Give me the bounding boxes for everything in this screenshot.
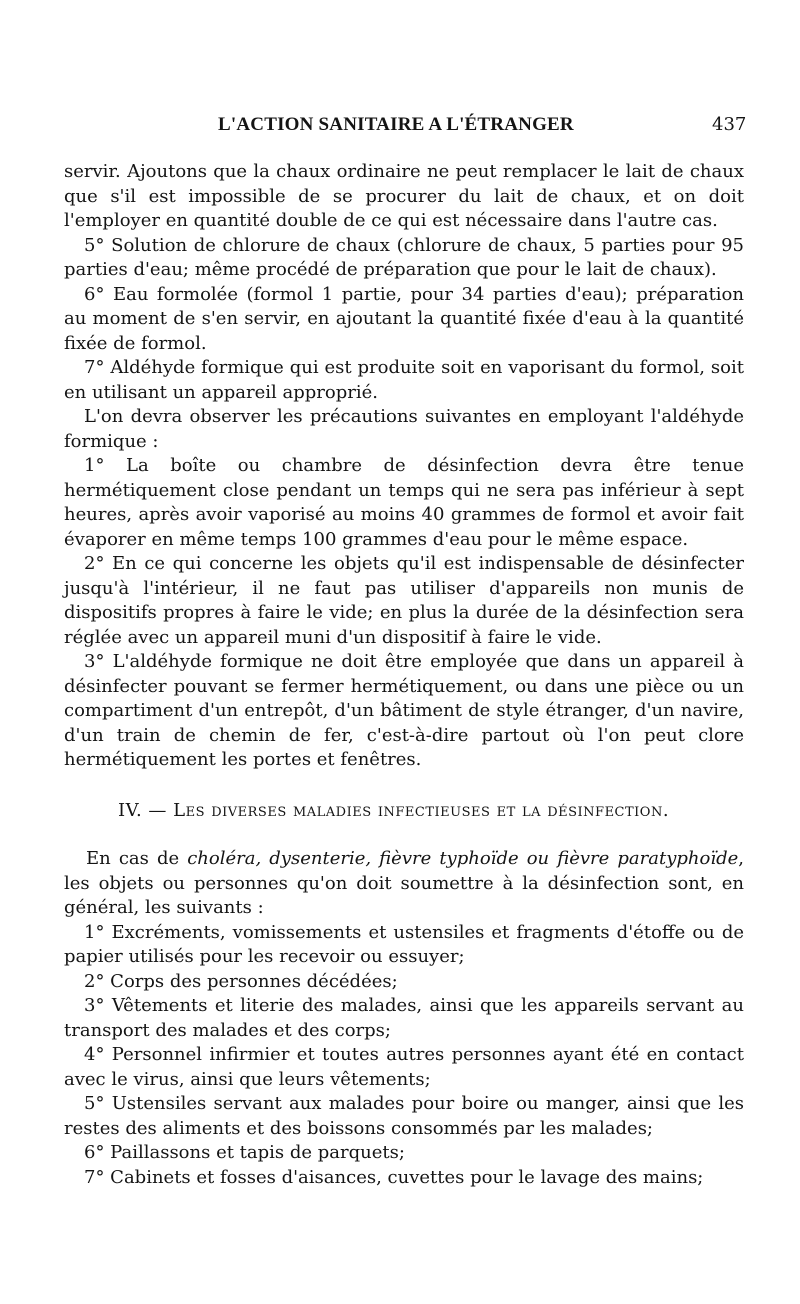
list-item: 2° En ce qui concerne les objets qu'il est indispensable de désinfecter jusqu'à l'intérieur, il ne faut pas utiliser d'appareils non munis de dispositifs propres à faire le vide; en plus la durée de la désinfection sera réglée avec un appareil muni d'un dispositif à faire le vide. (64, 553, 744, 648)
list-item: 6° Eau formolée (formol 1 partie, pour 34 parties d'eau); préparation au moment de s'en servir, en ajoutant la quantité fixée d'eau à la quantité fixée de formol. (64, 283, 744, 354)
intro-text: En cas de (86, 848, 188, 869)
section-title: Les diverses maladies infectieuses et la désinfection. (173, 799, 670, 821)
running-title: L'ACTION SANITAIRE A L'ÉTRANGER (218, 114, 574, 135)
list-item: 5° Ustensiles servant aux malades pour boire ou manger, ainsi que les restes des aliments et des boissons consommés par les malades; (64, 1093, 744, 1139)
section-number: IV. — (118, 799, 167, 821)
main-text (64, 160, 744, 1190)
list-item: 5° Solution de chlorure de chaux (chlorure de chaux, 5 parties pour 95 parties d'eau; même procédé de préparation que pour le lait de chaux). (64, 234, 744, 280)
list-item: 7° Cabinets et fosses d'aisances, cuvettes pour le lavage des mains; (84, 1166, 704, 1188)
list-item: 6° Paillassons et tapis de parquets; (84, 1142, 405, 1163)
list-item: 3° L'aldéhyde formique ne doit être employée que dans un appareil à désinfecter pouvant se fermer hermétiquement, ou dans une pièce ou un compartiment d'un entrepôt, d'un bâtiment de style étranger, d'un navire, d'un train de chemin de fer, c'est-à-dire partout où l'on peut clore hermétiquement les portes et fenêtres. (64, 651, 744, 770)
list-item: 1° La boîte ou chambre de désinfection devra être tenue hermétiquement close pendant un temps qui ne sera pas inférieur à sept heures, après avoir vaporisé au moins 40 grammes de formol et avoir fait évaporer en même temps 100 grammes d'eau pour le même espace. (64, 455, 744, 550)
disease-list: choléra, dysenterie, fièvre typhoïde ou fièvre paratyphoïde (187, 848, 739, 869)
list-item: 3° Vêtements et literie des malades, ainsi que les appareils servant au transport des malades et des corps; (64, 995, 744, 1041)
section-heading (64, 799, 744, 824)
paragraph: L'on devra observer les précautions suivantes en employant l'aldéhyde formique : (64, 406, 744, 452)
intro-text: , les objets ou personnes qu'on doit soumettre à la désinfection sont, en général, les suivants : (64, 848, 744, 918)
paragraph: servir. Ajoutons que la chaux ordinaire ne peut remplacer le lait de chaux que s'il est impossible de se procurer du lait de chaux, et on doit l'employer en quantité double de ce qui est nécessaire dans l'autre cas. (64, 161, 744, 231)
running-head (0, 114, 800, 138)
paragraph (64, 847, 744, 921)
list-item: 4° Personnel infirmier et toutes autres personnes ayant été en contact avec le virus, ainsi que leurs vêtements; (64, 1044, 744, 1090)
page-number: 437 (712, 114, 747, 135)
list-item: 2° Corps des personnes décédées; (84, 970, 398, 992)
list-item: 1° Excréments, vomissements et ustensiles et fragments d'étoffe ou de papier utilisés pour les recevoir ou essuyer; (64, 921, 744, 967)
list-item: 7° Aldéhyde formique qui est produite soit en vaporisant du formol, soit en utilisant un appareil approprié. (64, 357, 744, 403)
